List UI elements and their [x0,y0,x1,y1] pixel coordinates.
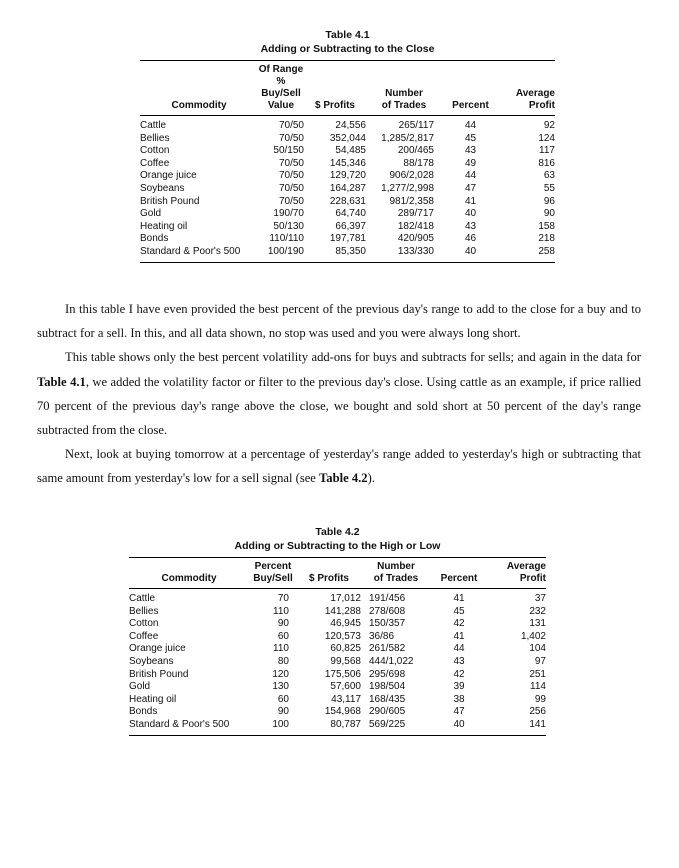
header-percent-top: Percent [254,561,292,572]
header-commodity: Commodity [129,573,249,589]
cell-trades: 981/2,358 [389,195,434,207]
cell-value: 110 [273,643,289,655]
table-4-1-title [140,28,555,56]
cell-profits: 85,350 [304,246,366,262]
cell-trades: 88/178 [403,157,434,169]
cell-percent: 45 [453,605,465,617]
cell-avg: 37 [534,593,546,604]
cell-value: 70/50 [278,120,304,131]
cell-value: 60 [277,630,289,642]
cell-avg: 251 [529,668,546,680]
cell-trades: 278/608 [369,605,406,617]
header-buy-sell: Buy/Sell [249,573,297,589]
table-4-2-number: Table 4.2 [315,526,360,538]
cell-commodity: Cattle [140,120,167,131]
table-row [140,145,555,158]
header-of-trades: of Trades [366,100,442,116]
cell-commodity: Heating oil [129,693,177,705]
cell-profits: 141,288 [324,605,361,617]
cell-percent: 47 [453,706,465,718]
cell-percent: 43 [464,145,477,157]
cell-commodity: Cattle [129,593,156,604]
header-buy-sell: Buy/Sell [261,88,301,99]
cell-percent: 47 [464,182,477,194]
cell-commodity: Bellies [140,132,170,144]
header-profit: Profit [487,573,546,589]
table-row [140,170,555,183]
table-row [129,681,546,694]
cell-profits: 54,485 [335,145,366,157]
cell-profits: 145,346 [329,157,366,169]
cell-commodity: Coffee [129,630,159,642]
cell-trades: 168/435 [369,693,406,705]
header-of-trades: of Trades [361,573,431,589]
table-row [129,669,546,682]
cell-commodity: Soybeans [140,182,185,194]
table-4-2-title [129,525,546,553]
cell-percent: 40 [442,246,499,262]
cell-trades: 182/418 [397,220,434,232]
cell-trades: 295/698 [369,668,406,680]
cell-value: 130 [272,681,289,693]
table-4-2-grid [129,557,546,736]
cell-profits: 352,044 [329,132,366,144]
cell-avg: 258 [499,246,555,262]
cell-profits: 154,968 [324,706,361,718]
cell-profits: 66,397 [335,220,366,232]
cell-trades: 198/504 [369,681,406,693]
cell-value: 50/130 [273,220,304,232]
cell-value: 70/50 [278,195,304,207]
paragraph-3-before: Next, look at buying tomorrow at a percentage of yesterday's range added to yesterday's high or subtracting that same amount from yesterday's low for a sell signal (see [37,447,641,486]
table-row [129,631,546,644]
cell-trades: 420/905 [397,233,434,245]
cell-trades: 1,285/2,817 [381,132,434,144]
cell-trades: 261/582 [369,643,406,655]
paragraph-2 [37,345,641,442]
table-row [129,719,546,735]
cell-value: 70/50 [278,132,304,144]
cell-percent: 41 [453,630,465,642]
cell-commodity: Cotton [129,618,159,630]
cell-value: 80 [277,655,289,667]
cell-avg: 97 [534,655,546,667]
table-4-1-reference: Table 4.1 [37,374,86,389]
cell-trades: 265/117 [398,120,434,131]
cell-profits: 57,600 [330,681,361,693]
table-row [129,618,546,631]
table-row [140,133,555,146]
table-row [129,706,546,719]
cell-value: 110 [273,605,289,617]
header-average: Average [515,88,555,99]
header-number: Number [377,561,415,572]
cell-value: 70 [277,593,289,604]
paragraph-2-before: This table shows only the best percent volatility add-ons for buys and subtracts for sells; and again in the data for [65,350,641,365]
table-row [140,196,555,209]
table-row [129,694,546,707]
table-row [129,643,546,656]
cell-trades: 191/456 [369,593,406,604]
header-percent: Percent [442,100,499,116]
header-average: Average [506,561,546,572]
cell-profits: 46,945 [330,618,361,630]
cell-percent: 45 [464,132,477,144]
table-row [140,183,555,196]
cell-trades: 36/86 [369,630,395,642]
cell-trades: 150/357 [369,618,406,630]
cell-avg: 218 [538,233,555,245]
cell-commodity: Bonds [129,706,158,718]
cell-trades: 569/225 [361,719,431,735]
cell-profits: 197,781 [329,233,366,245]
cell-profits: 24,556 [335,120,366,131]
header-percent: Percent [431,573,487,589]
cell-profits: 60,825 [330,643,361,655]
cell-commodity: Heating oil [140,220,188,232]
cell-avg: 124 [538,132,555,144]
cell-commodity: Bonds [140,233,169,245]
cell-profits: 80,787 [297,719,361,735]
cell-percent: 46 [464,233,477,245]
cell-commodity: Standard & Poor's 500 [140,246,258,262]
cell-percent: 38 [453,693,465,705]
cell-commodity: Gold [129,681,151,693]
cell-percent: 44 [464,120,477,131]
table-row [140,246,555,262]
cell-percent: 42 [453,668,465,680]
cell-value: 50/150 [273,145,304,157]
cell-avg: 131 [529,618,546,630]
paragraph-2-after: , we added the volatility factor or filter to the previous day's close. Using cattle as an example, if price rallied 70 percent of the previous day's range above the close, we bought and sold short at 50 percent of the day's range subtracted from the close. [37,374,641,438]
cell-value: 100 [249,719,297,735]
cell-avg: 90 [543,208,555,220]
cell-trades: 1,277/2,998 [381,182,434,194]
cell-trades: 133/330 [366,246,442,262]
header-profits: $ Profits [304,100,366,116]
cell-trades: 200/465 [397,145,434,157]
paragraph-3 [37,442,641,490]
header-pct-sign: % [276,76,286,87]
cell-trades: 444/1,022 [369,655,414,667]
cell-avg: 63 [543,170,555,182]
cell-profits: 228,631 [329,195,366,207]
table-4-1 [140,28,555,263]
body-text [37,297,641,491]
cell-profits: 99,568 [330,655,361,667]
header-profit: Profit [499,100,555,116]
cell-profits: 17,012 [330,593,361,604]
cell-percent: 43 [453,655,465,667]
cell-percent: 40 [431,719,487,735]
cell-percent: 41 [464,195,477,207]
cell-avg: 232 [529,605,546,617]
cell-percent: 44 [453,643,465,655]
table-row [140,158,555,171]
header-of-range: Of Range [258,64,304,75]
cell-avg: 141 [487,719,546,735]
cell-avg: 104 [529,643,546,655]
cell-commodity: Soybeans [129,655,174,667]
cell-avg: 158 [538,220,555,232]
cell-commodity: Standard & Poor's 500 [129,719,249,735]
table-row [140,116,555,133]
cell-value: 70/50 [278,182,304,194]
cell-value: 90 [277,706,289,718]
cell-commodity: Bellies [129,605,159,617]
header-commodity: Commodity [140,100,258,116]
cell-avg: 92 [543,120,555,131]
cell-value: 190/70 [273,208,304,220]
cell-percent: 49 [464,157,477,169]
cell-percent: 44 [464,170,477,182]
cell-value: 110/110 [269,233,304,245]
cell-value: 70/50 [278,170,304,182]
header-profits: $ Profits [297,573,361,589]
header-number: Number [385,88,423,99]
cell-profits: 64,740 [335,208,366,220]
cell-profits: 175,506 [324,668,361,680]
cell-value: 100/190 [258,246,304,262]
cell-commodity: Coffee [140,157,170,169]
cell-value: 90 [277,618,289,630]
table-4-1-number: Table 4.1 [325,29,370,41]
table-4-2-reference: Table 4.2 [319,471,368,486]
cell-commodity: Orange juice [129,643,186,655]
table-4-1-grid [140,60,555,263]
cell-profits: 164,287 [329,182,366,194]
cell-commodity: Orange juice [140,170,197,182]
cell-trades: 290/605 [369,706,406,718]
cell-trades: 906/2,028 [389,170,434,182]
cell-commodity: British Pound [140,195,200,207]
header-value: Value [258,100,304,116]
cell-value: 120 [272,668,289,680]
cell-percent: 41 [453,593,465,604]
cell-percent: 42 [453,618,465,630]
cell-value: 60 [277,693,289,705]
table-row [129,589,546,606]
cell-percent: 40 [464,208,477,220]
cell-trades: 289/717 [397,208,434,220]
cell-value: 70/50 [278,157,304,169]
table-4-2 [129,525,546,736]
cell-avg: 117 [539,145,555,157]
cell-percent: 43 [464,220,477,232]
cell-avg: 816 [538,157,555,169]
paragraph-1: In this table I have even provided the best percent of the previous day's range to add to the close for a buy and to subtract for a sell. In this, and all data shown, no stop was used and you were always long short. [37,302,641,341]
cell-commodity: Cotton [140,145,170,157]
table-row [129,606,546,619]
cell-profits: 120,573 [324,630,361,642]
table-row [129,656,546,669]
table-4-1-caption: Adding or Subtracting to the Close [260,43,435,55]
cell-avg: 96 [543,195,555,207]
table-row [140,208,555,221]
paragraph-3-after: ). [367,471,375,486]
table-row [140,233,555,246]
cell-avg: 256 [529,706,546,718]
table-row [140,221,555,234]
cell-avg: 1,402 [520,630,546,642]
cell-commodity: British Pound [129,668,189,680]
cell-commodity: Gold [140,208,162,220]
cell-avg: 99 [534,693,546,705]
table-4-2-caption: Adding or Subtracting to the High or Low [234,540,441,552]
cell-avg: 114 [530,681,546,693]
cell-percent: 39 [453,681,465,693]
cell-profits: 129,720 [329,170,366,182]
cell-profits: 43,117 [331,693,361,705]
cell-avg: 55 [543,182,555,194]
